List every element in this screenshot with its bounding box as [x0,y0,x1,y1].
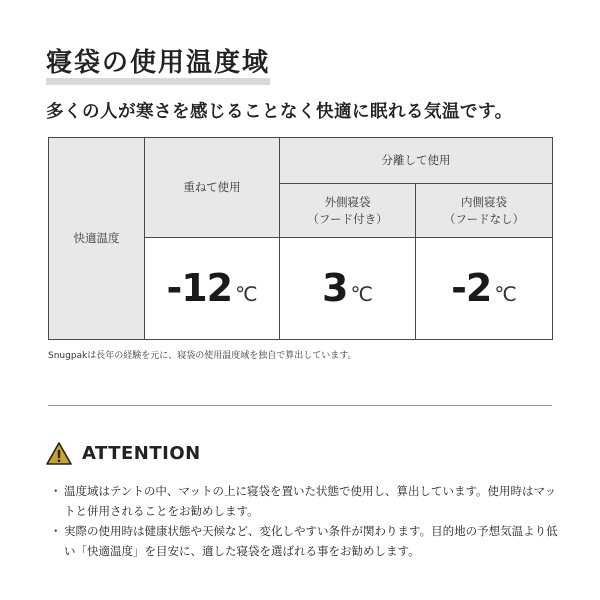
combined-temp-value: -12 [166,265,233,310]
inner-temp-unit: ℃ [494,281,517,306]
header-combined-use: 重ねて使用 [145,138,280,238]
row-label-comfort-temp: 快適温度 [49,138,145,340]
outer-temp-value: 3 [322,265,348,310]
combined-temp-unit: ℃ [235,281,258,306]
header-outer-bag [280,184,416,238]
calculation-note: Snugpakは長年の経験を元に、寝袋の使用温度域を独自で算出しています。 [48,351,357,361]
inner-temp-value: -2 [451,265,492,310]
combined-temp-cell [145,238,280,340]
attention-item [50,521,560,561]
attention-item-text: 温度域はテントの中、マットの上に寝袋を置いた状態で使用し、算出しています。使用時はマットと併用されることをお勧めします。 [64,484,557,518]
outer-temp-cell [280,238,416,340]
attention-heading [46,442,201,465]
attention-list [50,481,560,561]
header-separate-use: 分離して使用 [280,138,553,184]
attention-title: ATTENTION [82,443,201,464]
outer-bag-sublabel: （フード付き） [307,211,388,226]
temperature-table [48,137,553,340]
warning-triangle-icon [46,442,72,465]
bullet-mark: ・ [50,484,62,498]
inner-bag-label: 内側寝袋 [461,195,507,210]
outer-bag-label: 外側寝袋 [324,195,371,210]
page-subtitle: 多くの人が寒さを感じることなく快適に眠れる気温です。 [46,102,513,122]
attention-item-text: 実際の使用時は健康状態や天候など、変化しやすい条件が関わります。目的地の予想気温より低い「快適温度」を目安に、適した寝袋を選ばれる事をお勧めします。 [64,524,558,558]
attention-item [50,481,560,521]
inner-bag-sublabel: （フードなし） [443,211,525,226]
page-title: 寝袋の使用温度域 [46,42,270,85]
header-inner-bag [416,184,553,238]
inner-temp-cell [416,238,553,340]
section-divider [48,405,552,406]
outer-temp-unit: ℃ [350,281,373,306]
bullet-mark: ・ [50,524,62,538]
